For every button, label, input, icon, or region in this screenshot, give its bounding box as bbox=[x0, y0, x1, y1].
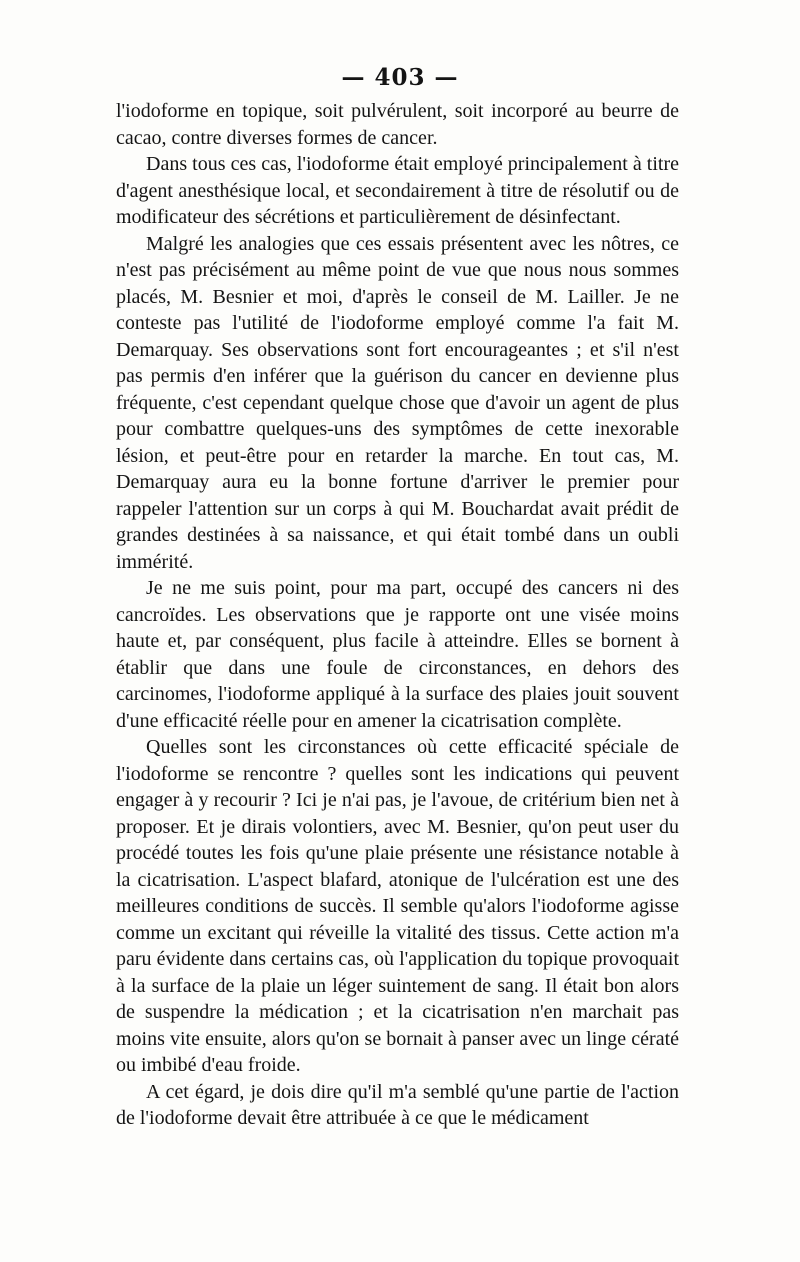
body-text bbox=[116, 98, 679, 1132]
paragraph: Dans tous ces cas, l'iodoforme était employé principalement à titre d'agent anesthésique local, et secondairement à titre de résolutif ou de modificateur des sécrétions et particulièrement de désinfectant. bbox=[116, 153, 679, 228]
paragraph: Malgré les analogies que ces essais présentent avec les nôtres, ce n'est pas précisément au même point de vue que nous nous sommes placés, M. Besnier et moi, d'après le conseil de M. Lailler. Je ne conteste pas l'utilité de l'iodoforme employé comme l'a fait M. Demarquay. Ses observations sont fort encourageantes ; et s'il n'est pas permis d'en inférer que la guérison du cancer en devienne plus fréquente, c'est cependant quelque chose que d'avoir un agent de plus pour combattre quelques-uns des symptômes de cette inexorable lésion, et peut-être pour en retarder la marche. En tout cas, M. Demarquay aura eu la bonne fortune d'arriver le premier pour rappeler l'attention sur un corps à qui M. Bouchardat avait prédit de grandes destinées à sa naissance, et qui était tombé dans un oubli immérité. bbox=[116, 232, 679, 573]
paragraph: A cet égard, je dois dire qu'il m'a semblé qu'une partie de l'action de l'iodoforme devait être attribuée à ce que le médicament bbox=[116, 1080, 679, 1129]
paragraph: l'iodoforme en topique, soit pulvérulent, soit incorporé au beurre de cacao, contre diverses formes de cancer. bbox=[116, 100, 679, 149]
page-number: — 403 — bbox=[341, 64, 459, 91]
paragraph: Je ne me suis point, pour ma part, occupé des cancers ni des cancroïdes. Les observations que je rapporte ont une visée moins haute et, par conséquent, plus facile à atteindre. Elles se bornent à établir que dans une foule de circonstances, en dehors des carcinomes, l'iodoforme appliqué à la surface des plaies jouit souvent d'une efficacité réelle pour en amener la cicatrisation complète. bbox=[116, 577, 679, 732]
paragraph: Quelles sont les circonstances où cette efficacité spéciale de l'iodoforme se rencontre ? quelles sont les indications qui peuvent engager à y recourir ? Ici je n'ai pas, je l'avoue, de critérium bien net à proposer. Et je dirais volontiers, avec M. Besnier, qu'on peut user du procédé toutes les fois qu'une plaie présente une résistance notable à la cicatrisation. L'aspect blafard, atonique de l'ulcération est une des meilleures conditions de succès. Il semble qu'alors l'iodoforme agisse comme un excitant qui réveille la vitalité des tissus. Cette action m'a paru évidente dans certains cas, où l'application du topique provoquait à la surface de la plaie un léger suintement de sang. Il était bon alors de suspendre la médication ; et la cicatrisation n'en marchait pas moins vite ensuite, alors qu'on se bornait à panser avec un linge cératé ou imbibé d'eau froide. bbox=[116, 736, 679, 1076]
